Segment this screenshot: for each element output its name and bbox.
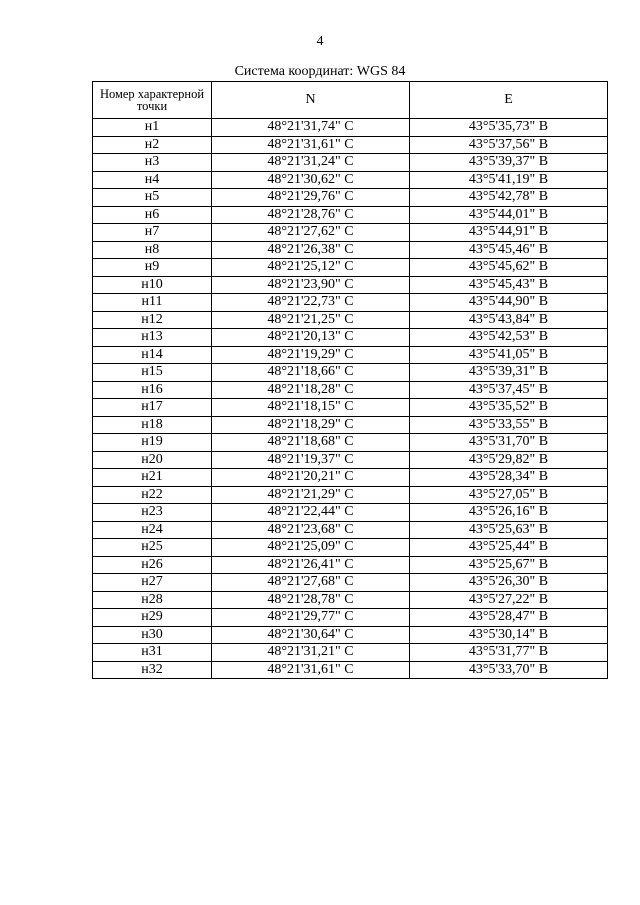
point-number-cell: н17 [93, 399, 212, 417]
north-coordinate-cell: 48°21'28,76" С [212, 206, 410, 224]
east-coordinate-cell: 43°5'41,19" В [410, 171, 608, 189]
east-coordinate-cell: 43°5'39,31" В [410, 364, 608, 382]
north-coordinate-cell: 48°21'22,44" С [212, 504, 410, 522]
point-number-cell: н9 [93, 259, 212, 277]
point-number-cell: н4 [93, 171, 212, 189]
east-coordinate-cell: 43°5'28,47" В [410, 609, 608, 627]
north-coordinate-cell: 48°21'25,09" С [212, 539, 410, 557]
point-number-cell: н5 [93, 189, 212, 207]
point-number-cell: н24 [93, 521, 212, 539]
north-coordinate-cell: 48°21'26,41" С [212, 556, 410, 574]
table-row [93, 259, 608, 277]
point-number-cell: н30 [93, 626, 212, 644]
table-row [93, 136, 608, 154]
table-row [93, 311, 608, 329]
table-row [93, 574, 608, 592]
table-row [93, 171, 608, 189]
north-coordinate-cell: 48°21'19,37" С [212, 451, 410, 469]
north-coordinate-cell: 48°21'18,68" С [212, 434, 410, 452]
north-coordinate-cell: 48°21'31,61" С [212, 136, 410, 154]
north-coordinate-cell: 48°21'19,29" С [212, 346, 410, 364]
table-row [93, 644, 608, 662]
east-coordinate-cell: 43°5'26,16" В [410, 504, 608, 522]
point-number-cell: н28 [93, 591, 212, 609]
east-coordinate-cell: 43°5'37,45" В [410, 381, 608, 399]
point-number-cell: н27 [93, 574, 212, 592]
north-coordinate-cell: 48°21'21,25" С [212, 311, 410, 329]
table-row [93, 276, 608, 294]
table-row [93, 399, 608, 417]
north-coordinate-cell: 48°21'31,74" С [212, 119, 410, 137]
north-coordinate-cell: 48°21'23,68" С [212, 521, 410, 539]
east-coordinate-cell: 43°5'39,37" В [410, 154, 608, 172]
table-row [93, 381, 608, 399]
east-coordinate-cell: 43°5'25,63" В [410, 521, 608, 539]
east-coordinate-cell: 43°5'44,90" В [410, 294, 608, 312]
east-coordinate-cell: 43°5'45,46" В [410, 241, 608, 259]
point-number-cell: н31 [93, 644, 212, 662]
east-coordinate-cell: 43°5'28,34" В [410, 469, 608, 487]
table-row [93, 416, 608, 434]
point-number-cell: н2 [93, 136, 212, 154]
north-coordinate-cell: 48°21'27,62" С [212, 224, 410, 242]
east-coordinate-cell: 43°5'27,22" В [410, 591, 608, 609]
table-row [93, 154, 608, 172]
point-number-cell: н10 [93, 276, 212, 294]
east-coordinate-cell: 43°5'25,67" В [410, 556, 608, 574]
table-row [93, 539, 608, 557]
header-point-number: Номер характерной точки [93, 82, 212, 119]
table-row [93, 486, 608, 504]
north-coordinate-cell: 48°21'25,12" С [212, 259, 410, 277]
north-coordinate-cell: 48°21'28,78" С [212, 591, 410, 609]
point-number-cell: н13 [93, 329, 212, 347]
header-east: E [410, 82, 608, 119]
point-number-cell: н19 [93, 434, 212, 452]
table-row [93, 626, 608, 644]
north-coordinate-cell: 48°21'30,62" С [212, 171, 410, 189]
point-number-cell: н6 [93, 206, 212, 224]
table-row [93, 241, 608, 259]
point-number-cell: н11 [93, 294, 212, 312]
table-row [93, 206, 608, 224]
east-coordinate-cell: 43°5'44,01" В [410, 206, 608, 224]
north-coordinate-cell: 48°21'18,29" С [212, 416, 410, 434]
north-coordinate-cell: 48°21'18,15" С [212, 399, 410, 417]
north-coordinate-cell: 48°21'29,77" С [212, 609, 410, 627]
east-coordinate-cell: 43°5'27,05" В [410, 486, 608, 504]
point-number-cell: н32 [93, 661, 212, 679]
table-row [93, 294, 608, 312]
north-coordinate-cell: 48°21'31,61" С [212, 661, 410, 679]
table-row [93, 364, 608, 382]
table-row [93, 609, 608, 627]
point-number-cell: н15 [93, 364, 212, 382]
north-coordinate-cell: 48°21'18,66" С [212, 364, 410, 382]
header-north: N [212, 82, 410, 119]
point-number-cell: н21 [93, 469, 212, 487]
table-row [93, 434, 608, 452]
east-coordinate-cell: 43°5'31,77" В [410, 644, 608, 662]
table-row [93, 189, 608, 207]
table-row [93, 224, 608, 242]
table-header-row [93, 82, 608, 119]
north-coordinate-cell: 48°21'20,13" С [212, 329, 410, 347]
table-row [93, 119, 608, 137]
east-coordinate-cell: 43°5'42,53" В [410, 329, 608, 347]
table-row [93, 591, 608, 609]
north-coordinate-cell: 48°21'21,29" С [212, 486, 410, 504]
table-row [93, 661, 608, 679]
table-row [93, 451, 608, 469]
north-coordinate-cell: 48°21'20,21" С [212, 469, 410, 487]
coordinates-table [92, 81, 608, 679]
point-number-cell: н12 [93, 311, 212, 329]
point-number-cell: н8 [93, 241, 212, 259]
east-coordinate-cell: 43°5'42,78" В [410, 189, 608, 207]
east-coordinate-cell: 43°5'41,05" В [410, 346, 608, 364]
east-coordinate-cell: 43°5'30,14" В [410, 626, 608, 644]
point-number-cell: н3 [93, 154, 212, 172]
point-number-cell: н1 [93, 119, 212, 137]
point-number-cell: н14 [93, 346, 212, 364]
north-coordinate-cell: 48°21'31,21" С [212, 644, 410, 662]
table-row [93, 556, 608, 574]
north-coordinate-cell: 48°21'30,64" С [212, 626, 410, 644]
east-coordinate-cell: 43°5'45,62" В [410, 259, 608, 277]
point-number-cell: н20 [93, 451, 212, 469]
point-number-cell: н22 [93, 486, 212, 504]
coordinate-system-caption: Система координат: WGS 84 [234, 64, 406, 79]
east-coordinate-cell: 43°5'44,91" В [410, 224, 608, 242]
point-number-cell: н25 [93, 539, 212, 557]
east-coordinate-cell: 43°5'35,52" В [410, 399, 608, 417]
point-number-cell: н26 [93, 556, 212, 574]
east-coordinate-cell: 43°5'33,55" В [410, 416, 608, 434]
east-coordinate-cell: 43°5'35,73" В [410, 119, 608, 137]
east-coordinate-cell: 43°5'31,70" В [410, 434, 608, 452]
table-body [93, 119, 608, 679]
point-number-cell: н29 [93, 609, 212, 627]
point-number-cell: н7 [93, 224, 212, 242]
east-coordinate-cell: 43°5'26,30" В [410, 574, 608, 592]
north-coordinate-cell: 48°21'29,76" С [212, 189, 410, 207]
point-number-cell: н23 [93, 504, 212, 522]
table-row [93, 329, 608, 347]
page-number: 4 [316, 34, 324, 49]
east-coordinate-cell: 43°5'43,84" В [410, 311, 608, 329]
east-coordinate-cell: 43°5'37,56" В [410, 136, 608, 154]
east-coordinate-cell: 43°5'25,44" В [410, 539, 608, 557]
east-coordinate-cell: 43°5'29,82" В [410, 451, 608, 469]
north-coordinate-cell: 48°21'26,38" С [212, 241, 410, 259]
point-number-cell: н18 [93, 416, 212, 434]
north-coordinate-cell: 48°21'27,68" С [212, 574, 410, 592]
point-number-cell: н16 [93, 381, 212, 399]
east-coordinate-cell: 43°5'45,43" В [410, 276, 608, 294]
north-coordinate-cell: 48°21'18,28" С [212, 381, 410, 399]
table-row [93, 521, 608, 539]
east-coordinate-cell: 43°5'33,70" В [410, 661, 608, 679]
table-row [93, 469, 608, 487]
table-row [93, 346, 608, 364]
north-coordinate-cell: 48°21'22,73" С [212, 294, 410, 312]
table-row [93, 504, 608, 522]
north-coordinate-cell: 48°21'23,90" С [212, 276, 410, 294]
north-coordinate-cell: 48°21'31,24" С [212, 154, 410, 172]
